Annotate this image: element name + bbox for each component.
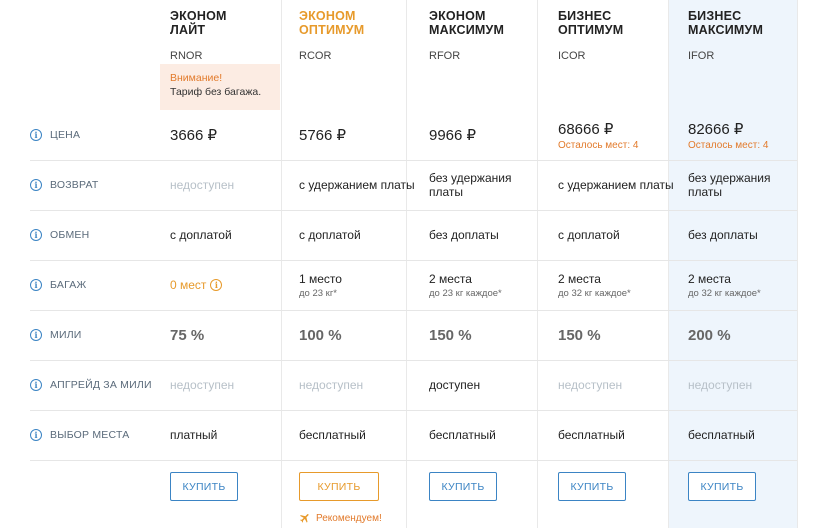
- row-label-text: БАГАЖ: [50, 279, 87, 291]
- miles-value: 100 %: [299, 326, 342, 344]
- upgrade-cell: [429, 360, 547, 410]
- row-label-exchange[interactable]: [30, 210, 89, 260]
- row-label-upgrade[interactable]: [30, 360, 152, 410]
- fare-name: БИЗНЕС МАКСИМУМ: [688, 9, 764, 37]
- row-label-text: ОБМЕН: [50, 229, 90, 241]
- plane-icon: [299, 512, 311, 524]
- refund-cell: [688, 160, 806, 210]
- row-label-text: ЦЕНА: [50, 129, 81, 141]
- info-icon[interactable]: i: [30, 379, 42, 391]
- fare-code: ICOR: [558, 50, 586, 62]
- miles-cell: [688, 310, 806, 360]
- upgrade-cell: [170, 360, 288, 410]
- fare-code: IFOR: [688, 50, 715, 62]
- seats-left: Осталось мест: 4: [688, 139, 769, 151]
- fare-header-rnor: [170, 9, 227, 62]
- refund-cell: [429, 160, 547, 210]
- exchange-value: с доплатой: [299, 228, 361, 242]
- fare-name: ЭКОНОМ ЛАЙТ: [170, 9, 227, 37]
- baggage-value: 2 места: [429, 271, 472, 286]
- price-value: 3666 ₽: [170, 127, 218, 144]
- price-cell: [558, 110, 676, 160]
- baggage-cell: [429, 260, 547, 310]
- buy-button-rfor[interactable]: КУПИТЬ: [429, 472, 497, 501]
- info-icon[interactable]: i: [30, 229, 42, 241]
- warning-title: Внимание!: [170, 72, 223, 84]
- seat-cell: [429, 410, 547, 460]
- row-label-text: ВЫБОР МЕСТА: [50, 429, 130, 441]
- info-icon[interactable]: i: [30, 429, 42, 441]
- fare-code: RNOR: [170, 50, 203, 62]
- price-value: 9966 ₽: [429, 127, 477, 144]
- row-label-text: ВОЗВРАТ: [50, 179, 99, 191]
- recommended-text: Рекомендуем!: [316, 512, 382, 524]
- upgrade-value: недоступен: [170, 378, 235, 392]
- price-cell: [688, 110, 806, 160]
- seat-cell: [688, 410, 806, 460]
- row-label-text: АПГРЕЙД ЗА МИЛИ: [50, 379, 152, 391]
- fare-name: БИЗНЕС ОПТИМУМ: [558, 9, 624, 37]
- baggage-note: до 23 кг*: [299, 287, 337, 299]
- price-value: 82666 ₽: [688, 120, 744, 138]
- baggage-note: до 32 кг каждое*: [688, 287, 761, 299]
- refund-cell: [558, 160, 676, 210]
- refund-value: с удержанием платы: [558, 178, 674, 192]
- baggage-value: 1 место: [299, 271, 342, 286]
- refund-value: без удержания платы: [688, 171, 771, 199]
- buy-button-ifor[interactable]: КУПИТЬ: [688, 472, 756, 501]
- upgrade-value: доступен: [429, 378, 481, 392]
- miles-value: 150 %: [429, 326, 472, 344]
- row-label-price[interactable]: [30, 110, 80, 160]
- exchange-cell: [170, 210, 288, 260]
- baggage-cell: [170, 260, 288, 310]
- fare-header-ifor: [688, 9, 763, 62]
- exchange-value: с доплатой: [558, 228, 620, 242]
- seat-value: бесплатный: [299, 428, 366, 442]
- buy-button-icor[interactable]: КУПИТЬ: [558, 472, 626, 501]
- refund-value: с удержанием платы: [299, 178, 415, 192]
- miles-value: 150 %: [558, 326, 601, 344]
- row-label-text: МИЛИ: [50, 329, 82, 341]
- upgrade-cell: [558, 360, 676, 410]
- fare-code: RFOR: [429, 50, 461, 62]
- miles-value: 75 %: [170, 326, 205, 344]
- baggage-cell: [688, 260, 806, 310]
- fare-header-rcor: [299, 9, 364, 62]
- miles-cell: [429, 310, 547, 360]
- refund-value: без удержания платы: [429, 171, 512, 199]
- miles-cell: [558, 310, 676, 360]
- row-label-seat[interactable]: [30, 410, 129, 460]
- miles-cell: [299, 310, 417, 360]
- fare-name: ЭКОНОМ ОПТИМУМ: [299, 9, 365, 37]
- row-label-baggage[interactable]: [30, 260, 86, 310]
- price-cell: [170, 110, 288, 160]
- fare-header-icor: [558, 9, 623, 62]
- refund-cell: [299, 160, 417, 210]
- exchange-cell: [688, 210, 806, 260]
- exchange-cell: [429, 210, 547, 260]
- price-cell: [429, 110, 547, 160]
- upgrade-value: недоступен: [558, 378, 623, 392]
- info-icon[interactable]: i: [30, 179, 42, 191]
- buy-button-rcor[interactable]: КУПИТЬ: [299, 472, 379, 501]
- baggage-value: 2 места: [688, 271, 731, 286]
- exchange-cell: [558, 210, 676, 260]
- exchange-cell: [299, 210, 417, 260]
- baggage-cell: [558, 260, 676, 310]
- recommended-badge: [299, 512, 382, 524]
- miles-value: 200 %: [688, 326, 731, 344]
- info-icon[interactable]: i: [30, 329, 42, 341]
- exchange-value: без доплаты: [429, 228, 499, 242]
- row-label-refund[interactable]: [30, 160, 98, 210]
- seat-value: бесплатный: [688, 428, 755, 442]
- baggage-value: [170, 278, 288, 292]
- seat-value: платный: [170, 428, 218, 442]
- info-icon[interactable]: i: [30, 129, 42, 141]
- info-icon[interactable]: i: [30, 279, 42, 291]
- exchange-value: с доплатой: [170, 228, 232, 242]
- refund-value: недоступен: [170, 178, 235, 192]
- fare-header-rfor: [429, 9, 504, 62]
- baggage-value: 2 места: [558, 271, 601, 286]
- price-value: 5766 ₽: [299, 127, 347, 144]
- row-separator: [30, 460, 797, 461]
- price-cell: [299, 110, 417, 160]
- seat-cell: [170, 410, 288, 460]
- price-value: 68666 ₽: [558, 120, 614, 138]
- fare-code: RCOR: [299, 50, 332, 62]
- exchange-value: без доплаты: [688, 228, 758, 242]
- baggage-note: до 23 кг каждое*: [429, 287, 502, 299]
- seat-value: бесплатный: [558, 428, 625, 442]
- upgrade-value: недоступен: [299, 378, 364, 392]
- warning-text: Тариф без багажа.: [170, 86, 262, 98]
- fare-name: ЭКОНОМ МАКСИМУМ: [429, 9, 505, 37]
- baggage-note: до 32 кг каждое*: [558, 287, 631, 299]
- upgrade-cell: [688, 360, 806, 410]
- row-label-miles[interactable]: [30, 310, 82, 360]
- seat-cell: [299, 410, 417, 460]
- no-baggage-warning: [160, 64, 280, 110]
- baggage-count: 0 мест: [170, 278, 207, 292]
- upgrade-cell: [299, 360, 417, 410]
- seat-value: бесплатный: [429, 428, 496, 442]
- miles-cell: [170, 310, 288, 360]
- upgrade-value: недоступен: [688, 378, 753, 392]
- buy-button-rnor[interactable]: КУПИТЬ: [170, 472, 238, 501]
- baggage-cell: [299, 260, 417, 310]
- seats-left: Осталось мест: 4: [558, 139, 639, 151]
- refund-cell: [170, 160, 288, 210]
- seat-cell: [558, 410, 676, 460]
- info-icon[interactable]: i: [210, 279, 222, 291]
